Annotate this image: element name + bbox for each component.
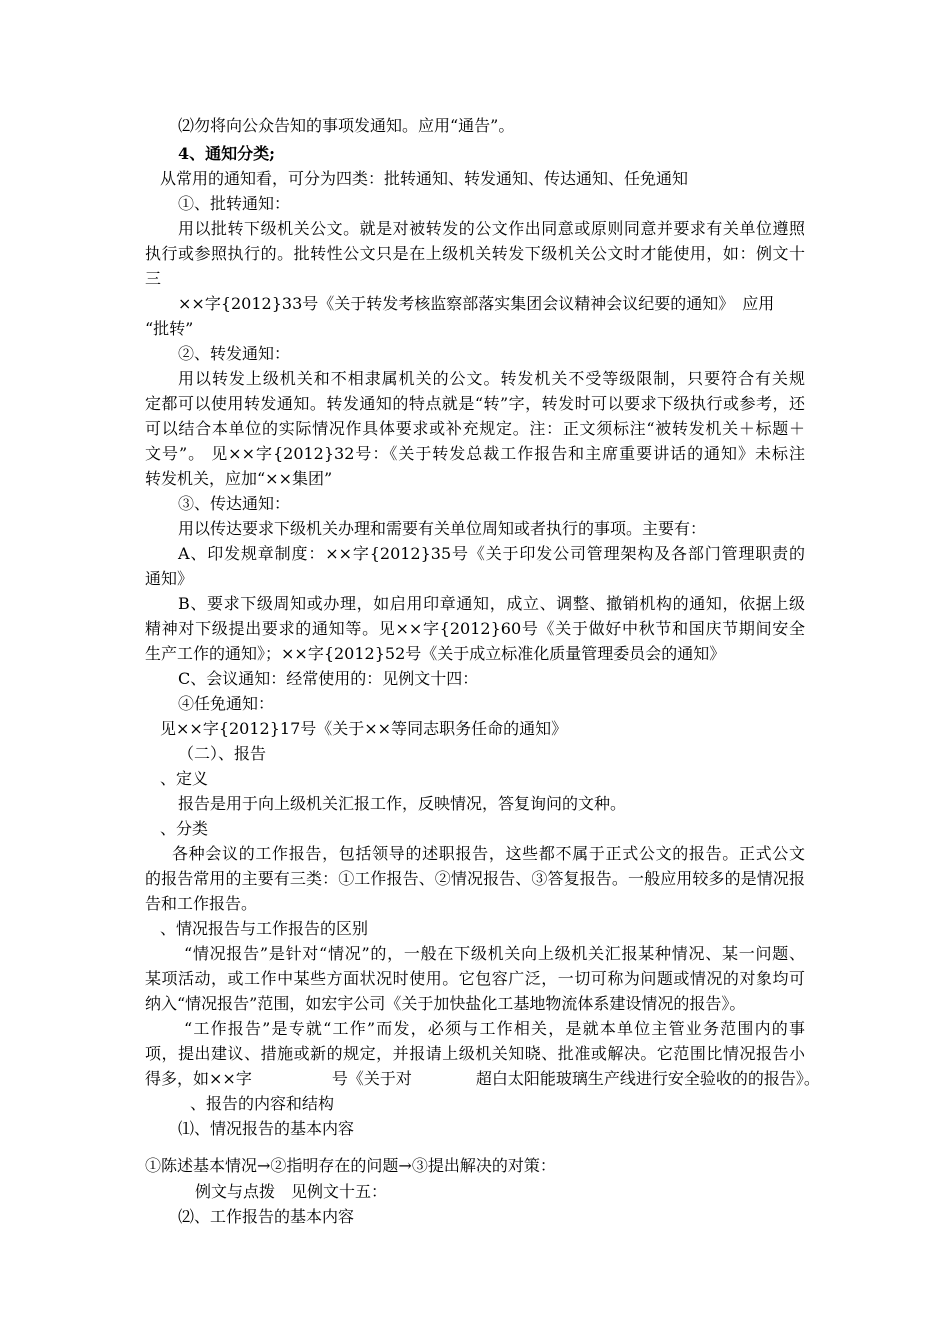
text-line: “工作报告”是专就“工作”而发，必须与工作相关，是就本单位主管业务范围内的事	[184, 1019, 805, 1038]
text-line: 执行或参照执行的。批转性公文只是在上级机关转发下级机关公文时才能使用，如：例文十	[145, 244, 805, 263]
text-line: 通知》	[145, 569, 194, 588]
subsection-heading: ⑵、工作报告的基本内容	[178, 1207, 355, 1226]
text-line: 得多，如××字 号《关于对 超白太阳能玻璃生产线进行安全验收的的报告》。	[145, 1069, 820, 1088]
section-heading: （二）、报告	[178, 744, 267, 763]
text-line: 报告是用于向上级机关汇报工作，反映情况，答复询问的文种。	[178, 794, 627, 813]
text-line: 生产工作的通知》；××字{2012}52号《关于成立标准化质量管理委员会的通知》	[145, 644, 726, 663]
text-line: 精神对下级提出要求的通知等。见××字{2012}60号《关于做好中秋节和国庆节期间安全	[145, 619, 805, 638]
text-line: 见××字{2012}17号《关于××等同志职务任命的通知》	[160, 719, 568, 738]
text-line: 用以转发上级机关和不相隶属机关的公文。转发机关不受等级限制，只要符合有关规	[178, 369, 805, 388]
text-line: 三	[145, 269, 162, 288]
text-line: “情况报告”是针对“情况”的，一般在下级机关向上级机关汇报某种情况、某一问题、	[184, 944, 805, 963]
text-line: A、印发规章制度：××字{2012}35号《关于印发公司管理架构及各部门管理职责的	[178, 544, 805, 563]
text-line: 文号”。 见××字{2012}32号：《关于转发总裁工作报告和主席重要讲话的通知》未标注	[145, 444, 805, 463]
subsection-heading: ①、批转通知：	[178, 194, 291, 213]
subsection-heading: 、分类	[160, 819, 209, 838]
text-line: 的报告常用的主要有三类：①工作报告、②情况报告、③答复报告。一般应用较多的是情况报	[145, 869, 805, 888]
text-line: B、要求下级周知或办理，如启用印章通知，成立、调整、撤销机构的通知，依据上级	[178, 594, 805, 613]
subsection-heading: 、情况报告与工作报告的区别	[160, 919, 369, 938]
text-line: 用以传达要求下级机关办理和需要有关单位周知或者执行的事项。主要有：	[178, 519, 707, 538]
text-line: 项，提出建议、措施或新的规定，并报请上级机关知晓、批准或解决。它范围比情况报告小	[145, 1044, 805, 1063]
text-line: 例文与点拨 见例文十五：	[195, 1182, 388, 1201]
text-line: 纳入“情况报告”范围，如宏宇公司《关于加快盐化工基地物流体系建设情况的报告》。	[145, 994, 746, 1013]
subsection-heading: ③、传达通知：	[178, 494, 291, 513]
subsection-heading: ⑴、情况报告的基本内容	[178, 1119, 355, 1138]
subsection-heading: ④任免通知：	[178, 694, 275, 713]
text-line: 可以结合本单位的实际情况作具体要求或补充规定。注：正文须标注“被转发机关＋标题＋	[145, 419, 805, 438]
text-line: ⑵勿将向公众告知的事项发通知。应用“通告”。	[178, 116, 515, 135]
subsection-heading: 、报告的内容和结构	[190, 1094, 335, 1113]
text-line: 各种会议的工作报告，包括领导的述职报告，这些都不属于正式公文的报告。正式公文	[172, 844, 805, 863]
section-heading: 4、通知分类;	[178, 144, 276, 163]
text-line: ①陈述基本情况→②指明存在的问题→③提出解决的对策：	[145, 1156, 556, 1175]
text-line: ××字{2012}33号《关于转发考核监察部落实集团会议精神会议纪要的通知》 应用	[178, 294, 775, 313]
text-line: 定都可以使用转发通知。转发通知的特点就是“转”字，转发时可以要求下级执行或参考，还	[145, 394, 805, 413]
text-line: 某项活动，或工作中某些方面状况时使用。它包容广泛，一切可称为问题或情况的对象均可	[145, 969, 805, 988]
text-line: 用以批转下级机关公文。就是对被转发的公文作出同意或原则同意并要求有关单位遵照	[178, 219, 805, 238]
text-line: C、会议通知：经常使用的：见例文十四：	[178, 669, 479, 688]
text-line: 转发机关，应加“××集团”	[145, 469, 333, 488]
text-line: 从常用的通知看，可分为四类：批转通知、转发通知、传达通知、任免通知	[160, 169, 689, 188]
text-line: 告和工作报告。	[145, 894, 258, 913]
subsection-heading: 、定义	[160, 769, 209, 788]
text-line: “批转”	[145, 319, 194, 338]
subsection-heading: ②、转发通知：	[178, 344, 291, 363]
